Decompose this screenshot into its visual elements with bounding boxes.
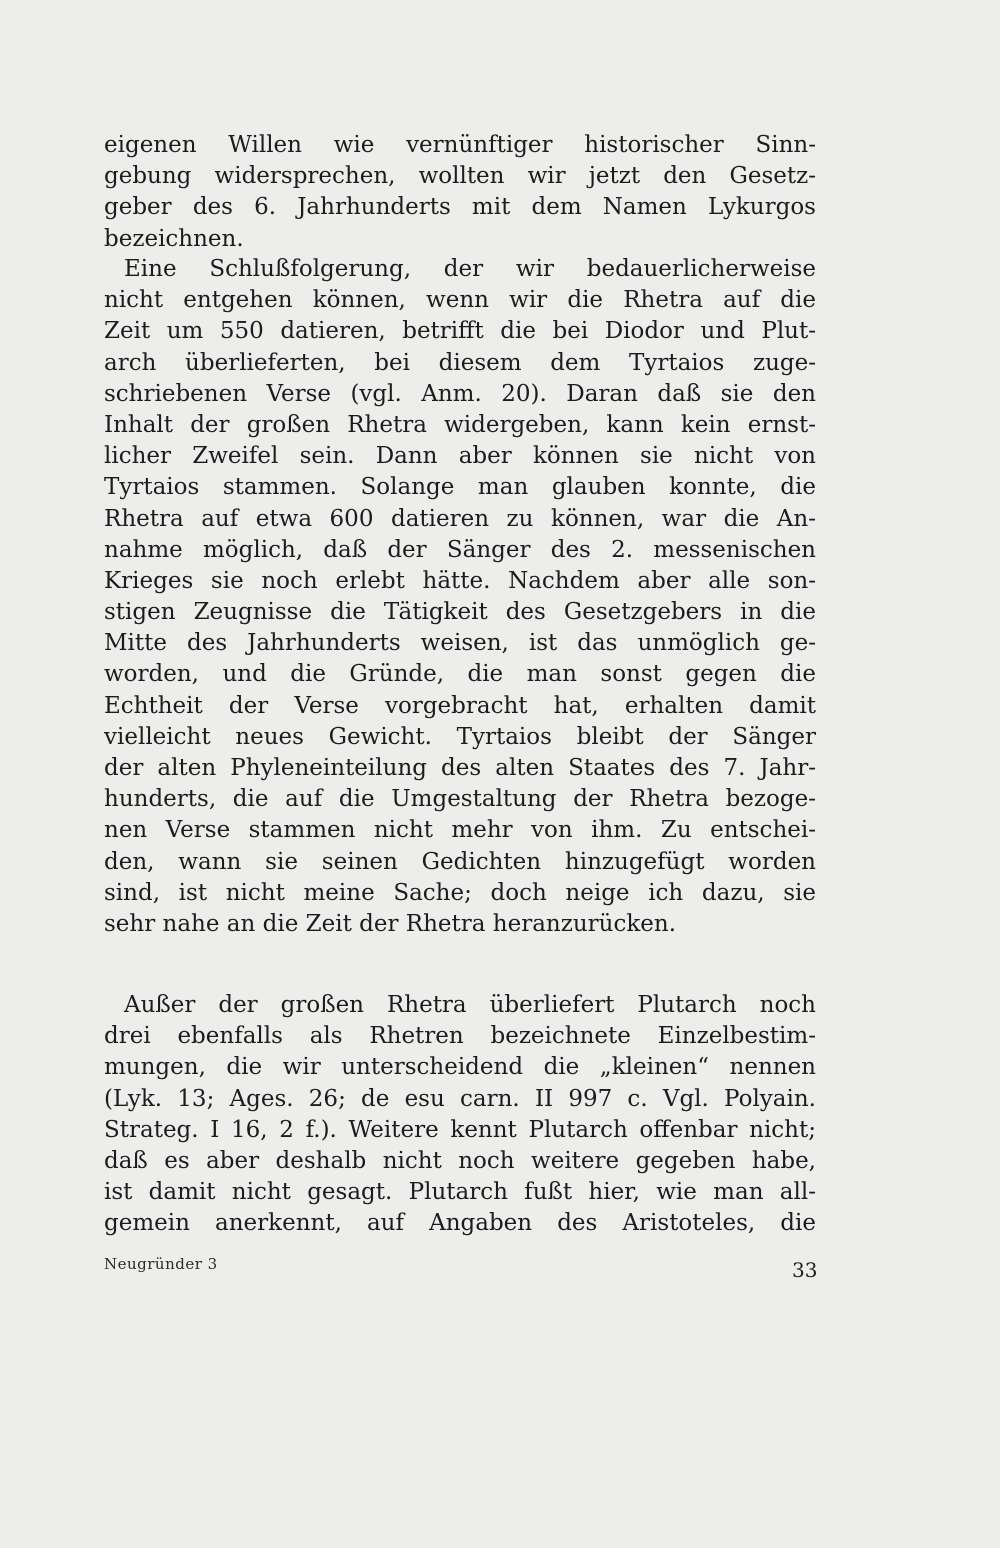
text-line: geber des 6. Jahrhunderts mit dem Namen Lykurgos	[104, 194, 816, 221]
text-line: drei ebenfalls als Rhetren bezeichnete Einzelbestim-	[104, 1023, 816, 1050]
text-line: sind, ist nicht meine Sache; doch neige ich dazu, sie	[104, 879, 816, 906]
text-line: hunderts, die auf die Umgestaltung der Rhetra bezoge-	[104, 786, 816, 813]
text-line: den, wann sie seinen Gedichten hinzugefügt worden	[104, 848, 816, 875]
text-line: ist damit nicht gesagt. Plutarch fußt hier, wie man all-	[104, 1179, 816, 1206]
text-line: stigen Zeugnisse die Tätigkeit des Gesetzgebers in die	[104, 599, 816, 626]
text-line: sehr nahe an die Zeit der Rhetra heranzurücken.	[104, 910, 677, 937]
text-line: Außer der großen Rhetra überliefert Plutarch noch	[124, 992, 816, 1018]
text-line: Tyrtaios stammen. Solange man glauben konnte, die	[104, 474, 816, 501]
text-line: gemein anerkennt, auf Angaben des Aristoteles, die	[104, 1210, 816, 1237]
page-number: 33	[792, 1258, 818, 1282]
text-line: Inhalt der großen Rhetra widergeben, kann kein ernst-	[104, 411, 816, 438]
text-line: worden, und die Gründe, die man sonst gegen die	[104, 661, 816, 688]
text-line: Strateg. I 16, 2 f.). Weitere kennt Plutarch offenbar nicht;	[104, 1116, 816, 1143]
paragraph-3	[104, 990, 816, 1240]
text-line: Mitte des Jahrhunderts weisen, ist das unmöglich ge-	[104, 630, 816, 657]
text-line: Echtheit der Verse vorgebracht hat, erhalten damit	[104, 692, 816, 719]
text-line: licher Zweifel sein. Dann aber können sie nicht von	[104, 443, 816, 470]
text-line: nahme möglich, daß der Sänger des 2. messenischen	[104, 536, 816, 563]
printer-signature: Neugründer 3	[104, 1255, 218, 1273]
paragraph-2	[104, 254, 816, 940]
text-line: nicht entgehen können, wenn wir die Rhetra auf die	[104, 287, 816, 314]
text-line: (Lyk. 13; Ages. 26; de esu carn. II 997 c. Vgl. Polyain.	[104, 1085, 816, 1112]
text-line: mungen, die wir unterscheidend die „kleinen“ nennen	[104, 1054, 816, 1081]
text-line: arch überlieferten, bei diesem dem Tyrtaios zuge-	[104, 349, 816, 376]
text-line: gebung widersprechen, wollten wir jetzt den Gesetz-	[104, 163, 816, 190]
text-line: schriebenen Verse (vgl. Anm. 20). Daran daß sie den	[104, 380, 816, 407]
text-line: Rhetra auf etwa 600 datieren zu können, war die An-	[104, 505, 816, 532]
text-line: nen Verse stammen nicht mehr von ihm. Zu entschei-	[104, 817, 816, 844]
paragraph-1	[104, 130, 816, 255]
text-line: der alten Phyleneinteilung des alten Staates des 7. Jahr-	[104, 755, 816, 781]
text-line: bezeichnen.	[104, 225, 244, 252]
text-line: vielleicht neues Gewicht. Tyrtaios bleibt der Sänger	[104, 723, 816, 750]
text-line: daß es aber deshalb nicht noch weitere gegeben habe,	[104, 1147, 816, 1174]
text-line: Zeit um 550 datieren, betrifft die bei Diodor und Plut-	[104, 318, 816, 345]
text-line: Krieges sie noch erlebt hätte. Nachdem aber alle son-	[104, 567, 816, 594]
text-line: Eine Schlußfolgerung, der wir bedauerlicherweise	[124, 256, 816, 282]
text-line: eigenen Willen wie vernünftiger historischer Sinn-	[104, 132, 816, 158]
